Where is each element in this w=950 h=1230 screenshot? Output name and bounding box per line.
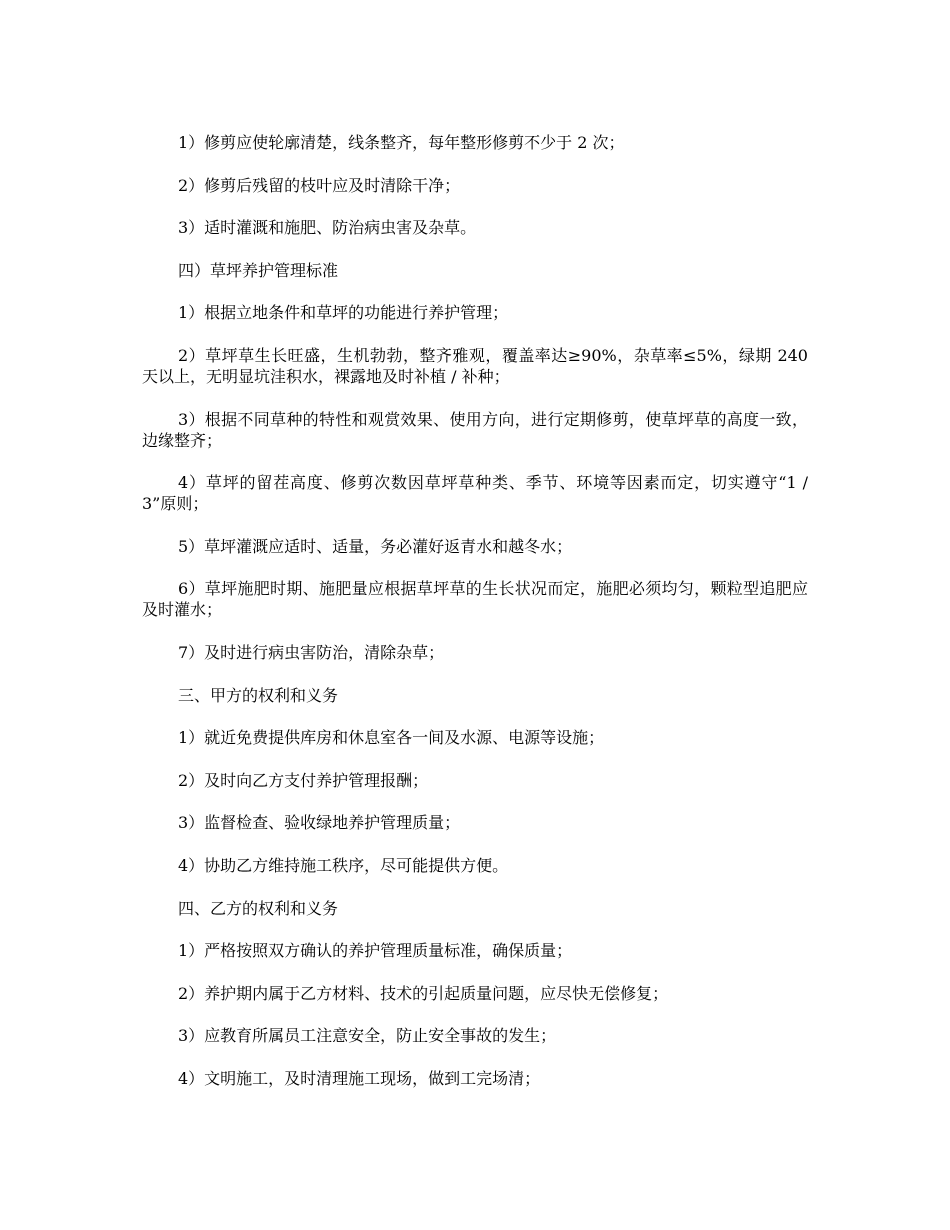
paragraph-lawn-stubble-height: 4）草坪的留茬高度、修剪次数因草坪草种类、季节、环境等因素而定，切实遵守“1 / 3”原则； xyxy=(142,473,808,514)
paragraph-lawn-fertilizing: 6）草坪施肥时期、施肥量应根据草坪草的生长状况而定，施肥必须均匀，颗粒型追肥应及时灌水； xyxy=(142,579,808,620)
paragraph-lawn-site-conditions: 1）根据立地条件和草坪的功能进行养护管理； xyxy=(178,303,509,323)
section-heading-party-a: 三、甲方的权利和义务 xyxy=(178,685,339,705)
paragraph-party-b-civilized-construction: 4）文明施工，及时清理施工现场，做到工完场清； xyxy=(178,1068,541,1088)
document-body xyxy=(142,132,808,1110)
paragraph-party-a-facilities: 1）就近免费提供库房和休息室各一间及水源、电源等设施； xyxy=(178,728,605,748)
paragraph-party-a-payment: 2）及时向乙方支付养护管理报酬； xyxy=(178,770,429,790)
section-heading-party-b: 四、乙方的权利和义务 xyxy=(178,898,339,918)
paragraph-party-b-quality: 1）严格按照双方确认的养护管理质量标准，确保质量； xyxy=(178,941,573,961)
paragraph-party-a-assistance: 4）协助乙方维持施工秩序，尽可能提供方便。 xyxy=(178,855,509,875)
paragraph-pruning-cleanup: 2）修剪后残留的枝叶应及时清除干净； xyxy=(178,175,461,195)
paragraph-lawn-irrigation: 5）草坪灌溉应适时、适量，务必灌好返青水和越冬水； xyxy=(178,536,573,556)
paragraph-lawn-mowing: 3）根据不同草种的特性和观赏效果、使用方向，进行定期修剪，使草坪草的高度一致，边缘整齐； xyxy=(142,409,808,450)
paragraph-party-b-repair: 2）养护期内属于乙方材料、技术的引起质量问题，应尽快无偿修复； xyxy=(178,983,669,1003)
paragraph-pruning-outline: 1）修剪应使轮廓清楚，线条整齐，每年整形修剪不少于 2 次； xyxy=(178,133,625,152)
paragraph-lawn-coverage: 2）草坪草生长旺盛，生机勃勃，整齐雅观，覆盖率达≥90%，杂草率≤5%，绿期 240 天以上，无明显坑洼积水，裸露地及时补植 / 补种； xyxy=(142,345,808,386)
paragraph-irrigation-fertilizing: 3）适时灌溉和施肥、防治病虫害及杂草。 xyxy=(178,218,477,238)
paragraph-party-b-safety: 3）应教育所属员工注意安全，防止安全事故的发生； xyxy=(178,1026,557,1046)
paragraph-party-a-inspection: 3）监督检查、验收绿地养护管理质量； xyxy=(178,813,461,833)
section-heading-lawn-standard: 四）草坪养护管理标准 xyxy=(178,260,339,280)
paragraph-lawn-pest-control: 7）及时进行病虫害防治，清除杂草； xyxy=(178,642,445,662)
